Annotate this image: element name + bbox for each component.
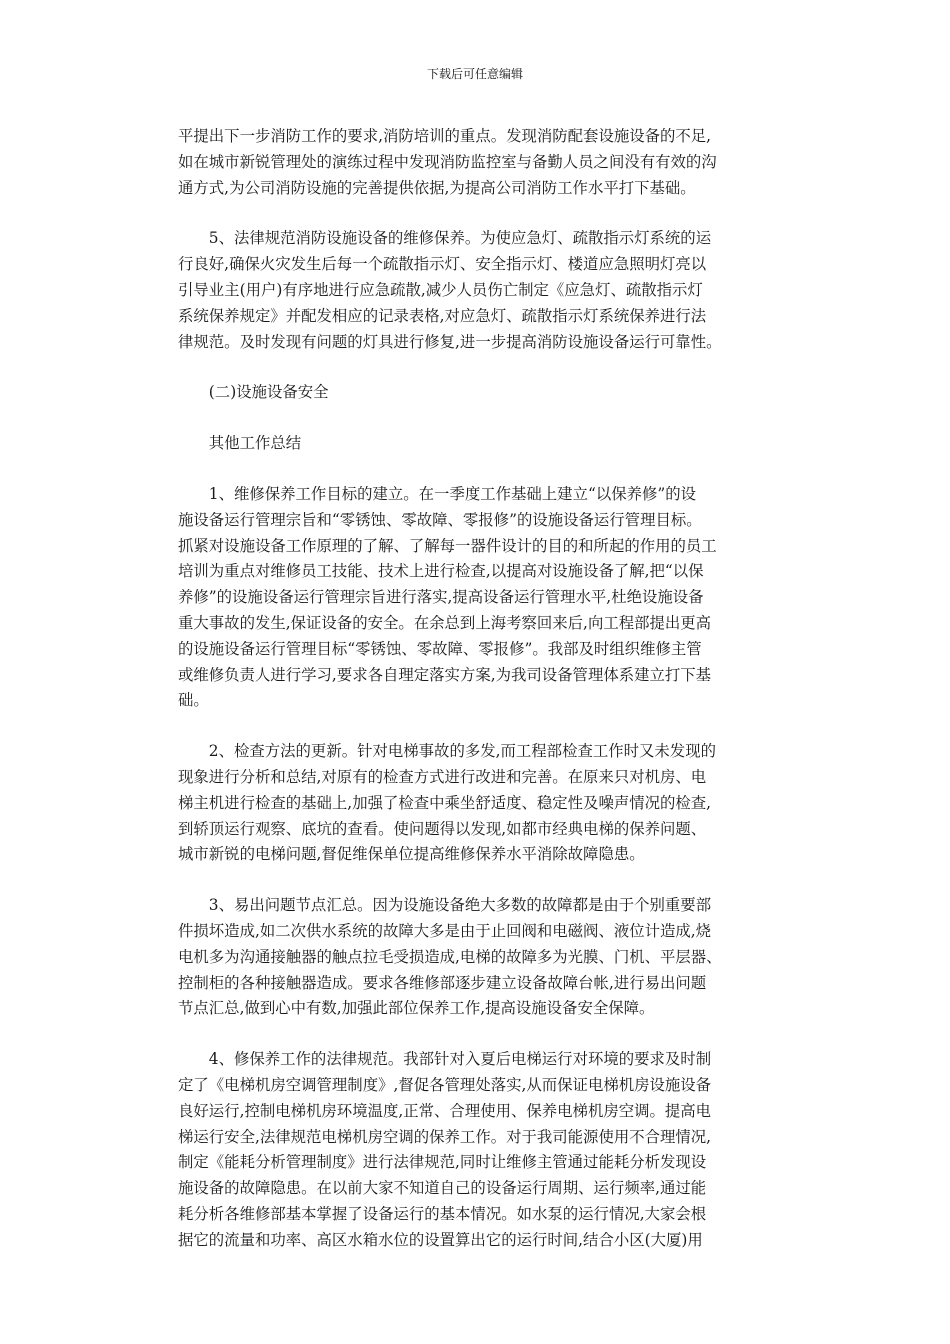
text-line: 节点汇总,做到心中有数,加强此部位保养工作,提高设施设备安全保障。 xyxy=(178,999,655,1018)
paragraph xyxy=(178,893,774,1022)
text-line: 据它的流量和功率、高区水箱水位的设置算出它的运行时间,结合小区(大厦)用 xyxy=(178,1230,703,1249)
text-line: 定了《电梯机房空调管理制度》,督促各管理处落实,从而保证电梯机房设施设备 xyxy=(178,1075,712,1094)
text-line: 制定《能耗分析管理制度》进行法律规范,同时让维修主管通过能耗分析发现设 xyxy=(178,1153,707,1172)
paragraph xyxy=(178,124,774,201)
text-line: 1、维修保养工作目标的建立。在一季度工作基础上建立“以保养修”的设 xyxy=(208,484,697,503)
text-line: 件损坏造成,如二次供水系统的故障大多是由于止回阀和电磁阀、液位计造成,烧 xyxy=(178,921,712,940)
text-line: 的设施设备运行管理目标“零锈蚀、零故障、零报修”。我部及时组织维修主管 xyxy=(178,639,702,658)
text-line: 引导业主(用户)有序地进行应急疏散,减少人员伤亡制定《应急灯、疏散指示灯 xyxy=(178,280,703,299)
text-line: 4、修保养工作的法律规范。我部针对入夏后电梯运行对环境的要求及时制 xyxy=(208,1050,712,1069)
text-line: 系统保养规定》并配发相应的记录表格,对应急灯、疏散指示灯系统保养进行法 xyxy=(178,306,707,325)
text-line: 城市新锐的电梯问题,督促维保单位提高维修保养水平消除故障隐患。 xyxy=(178,845,645,864)
text-line: 重大事故的发生,保证设备的安全。在余总到上海考察回来后,向工程部提出更高 xyxy=(178,613,712,632)
text-line: 电机多为沟通接触器的触点拉毛受损造成,电梯的故障多为光膜、门机、平层器、 xyxy=(178,947,722,966)
text-line: 律规范。及时发现有问题的灯具进行修复,进一步提高消防设施设备运行可靠性。 xyxy=(178,332,722,351)
paragraph xyxy=(178,1047,774,1253)
paragraph xyxy=(178,380,774,406)
paragraph xyxy=(178,431,774,457)
paragraph xyxy=(178,226,774,355)
text-line: 行良好,确保火灾发生后每一个疏散指示灯、安全指示灯、楼道应急照明灯亮以 xyxy=(178,255,707,274)
text-line: 通方式,为公司消防设施的完善提供依据,为提高公司消防工作水平打下基础。 xyxy=(178,178,696,197)
text-line: 养修”的设施设备运行管理宗旨进行落实,提高设备运行管理水平,杜绝设施设备 xyxy=(178,588,704,607)
text-line: 其他工作总结 xyxy=(208,434,302,453)
paragraph xyxy=(178,482,774,714)
text-line: 如在城市新锐管理处的演练过程中发现消防监控室与备勤人员之间没有有效的沟 xyxy=(178,152,717,171)
text-line: 到轿顶运行观察、底坑的查看。使问题得以发现,如都市经典电梯的保养问题、 xyxy=(178,819,707,838)
text-line: 3、易出问题节点汇总。因为设施设备绝大多数的故障都是由于个别重要部 xyxy=(208,896,712,915)
text-line: 控制柜的各种接触器造成。要求各维修部逐步建立设备故障台帐,进行易出问题 xyxy=(178,973,707,992)
text-line: 2、检查方法的更新。针对电梯事故的多发,而工程部检查工作时又未发现的 xyxy=(208,742,716,761)
text-line: 现象进行分析和总结,对原有的检查方式进行改进和完善。在原来只对机房、电 xyxy=(178,767,707,786)
header-text: 下载后可任意编辑 xyxy=(426,67,523,81)
text-line: 础。 xyxy=(178,691,209,710)
text-line: 梯主机进行检查的基础上,加强了检查中乘坐舒适度、稳定性及噪声情况的检查, xyxy=(178,793,712,812)
document-body xyxy=(178,124,774,1278)
text-line: 良好运行,控制电梯机房环境温度,正常、合理使用、保养电梯机房空调。提高电 xyxy=(178,1101,712,1120)
page-header xyxy=(0,66,950,82)
paragraph xyxy=(178,739,774,868)
text-line: 5、法律规范消防设施设备的维修保养。为使应急灯、疏散指示灯系统的运 xyxy=(208,229,712,248)
text-line: 抓紧对设施设备工作原理的了解、了解每一器件设计的目的和所起的作用的员工 xyxy=(178,536,717,555)
text-line: 梯运行安全,法律规范电梯机房空调的保养工作。对于我司能源使用不合理情况, xyxy=(178,1127,712,1146)
text-line: (二)设施设备安全 xyxy=(208,383,329,402)
text-line: 施设备的故障隐患。在以前大家不知道自己的设备运行周期、运行频率,通过能 xyxy=(178,1179,707,1198)
text-line: 平提出下一步消防工作的要求,消防培训的重点。发现消防配套设施设备的不足, xyxy=(178,127,712,145)
text-line: 耗分析各维修部基本掌握了设备运行的基本情况。如水泵的运行情况,大家会根 xyxy=(178,1204,707,1223)
text-line: 培训为重点对维修员工技能、技术上进行检查,以提高对设施设备了解,把“以保 xyxy=(178,562,704,581)
text-line: 或维修负责人进行学习,要求各自理定落实方案,为我司设备管理体系建立打下基 xyxy=(178,665,712,684)
text-line: 施设备运行管理宗旨和“零锈蚀、零故障、零报修”的设施设备运行管理目标。 xyxy=(178,510,702,529)
